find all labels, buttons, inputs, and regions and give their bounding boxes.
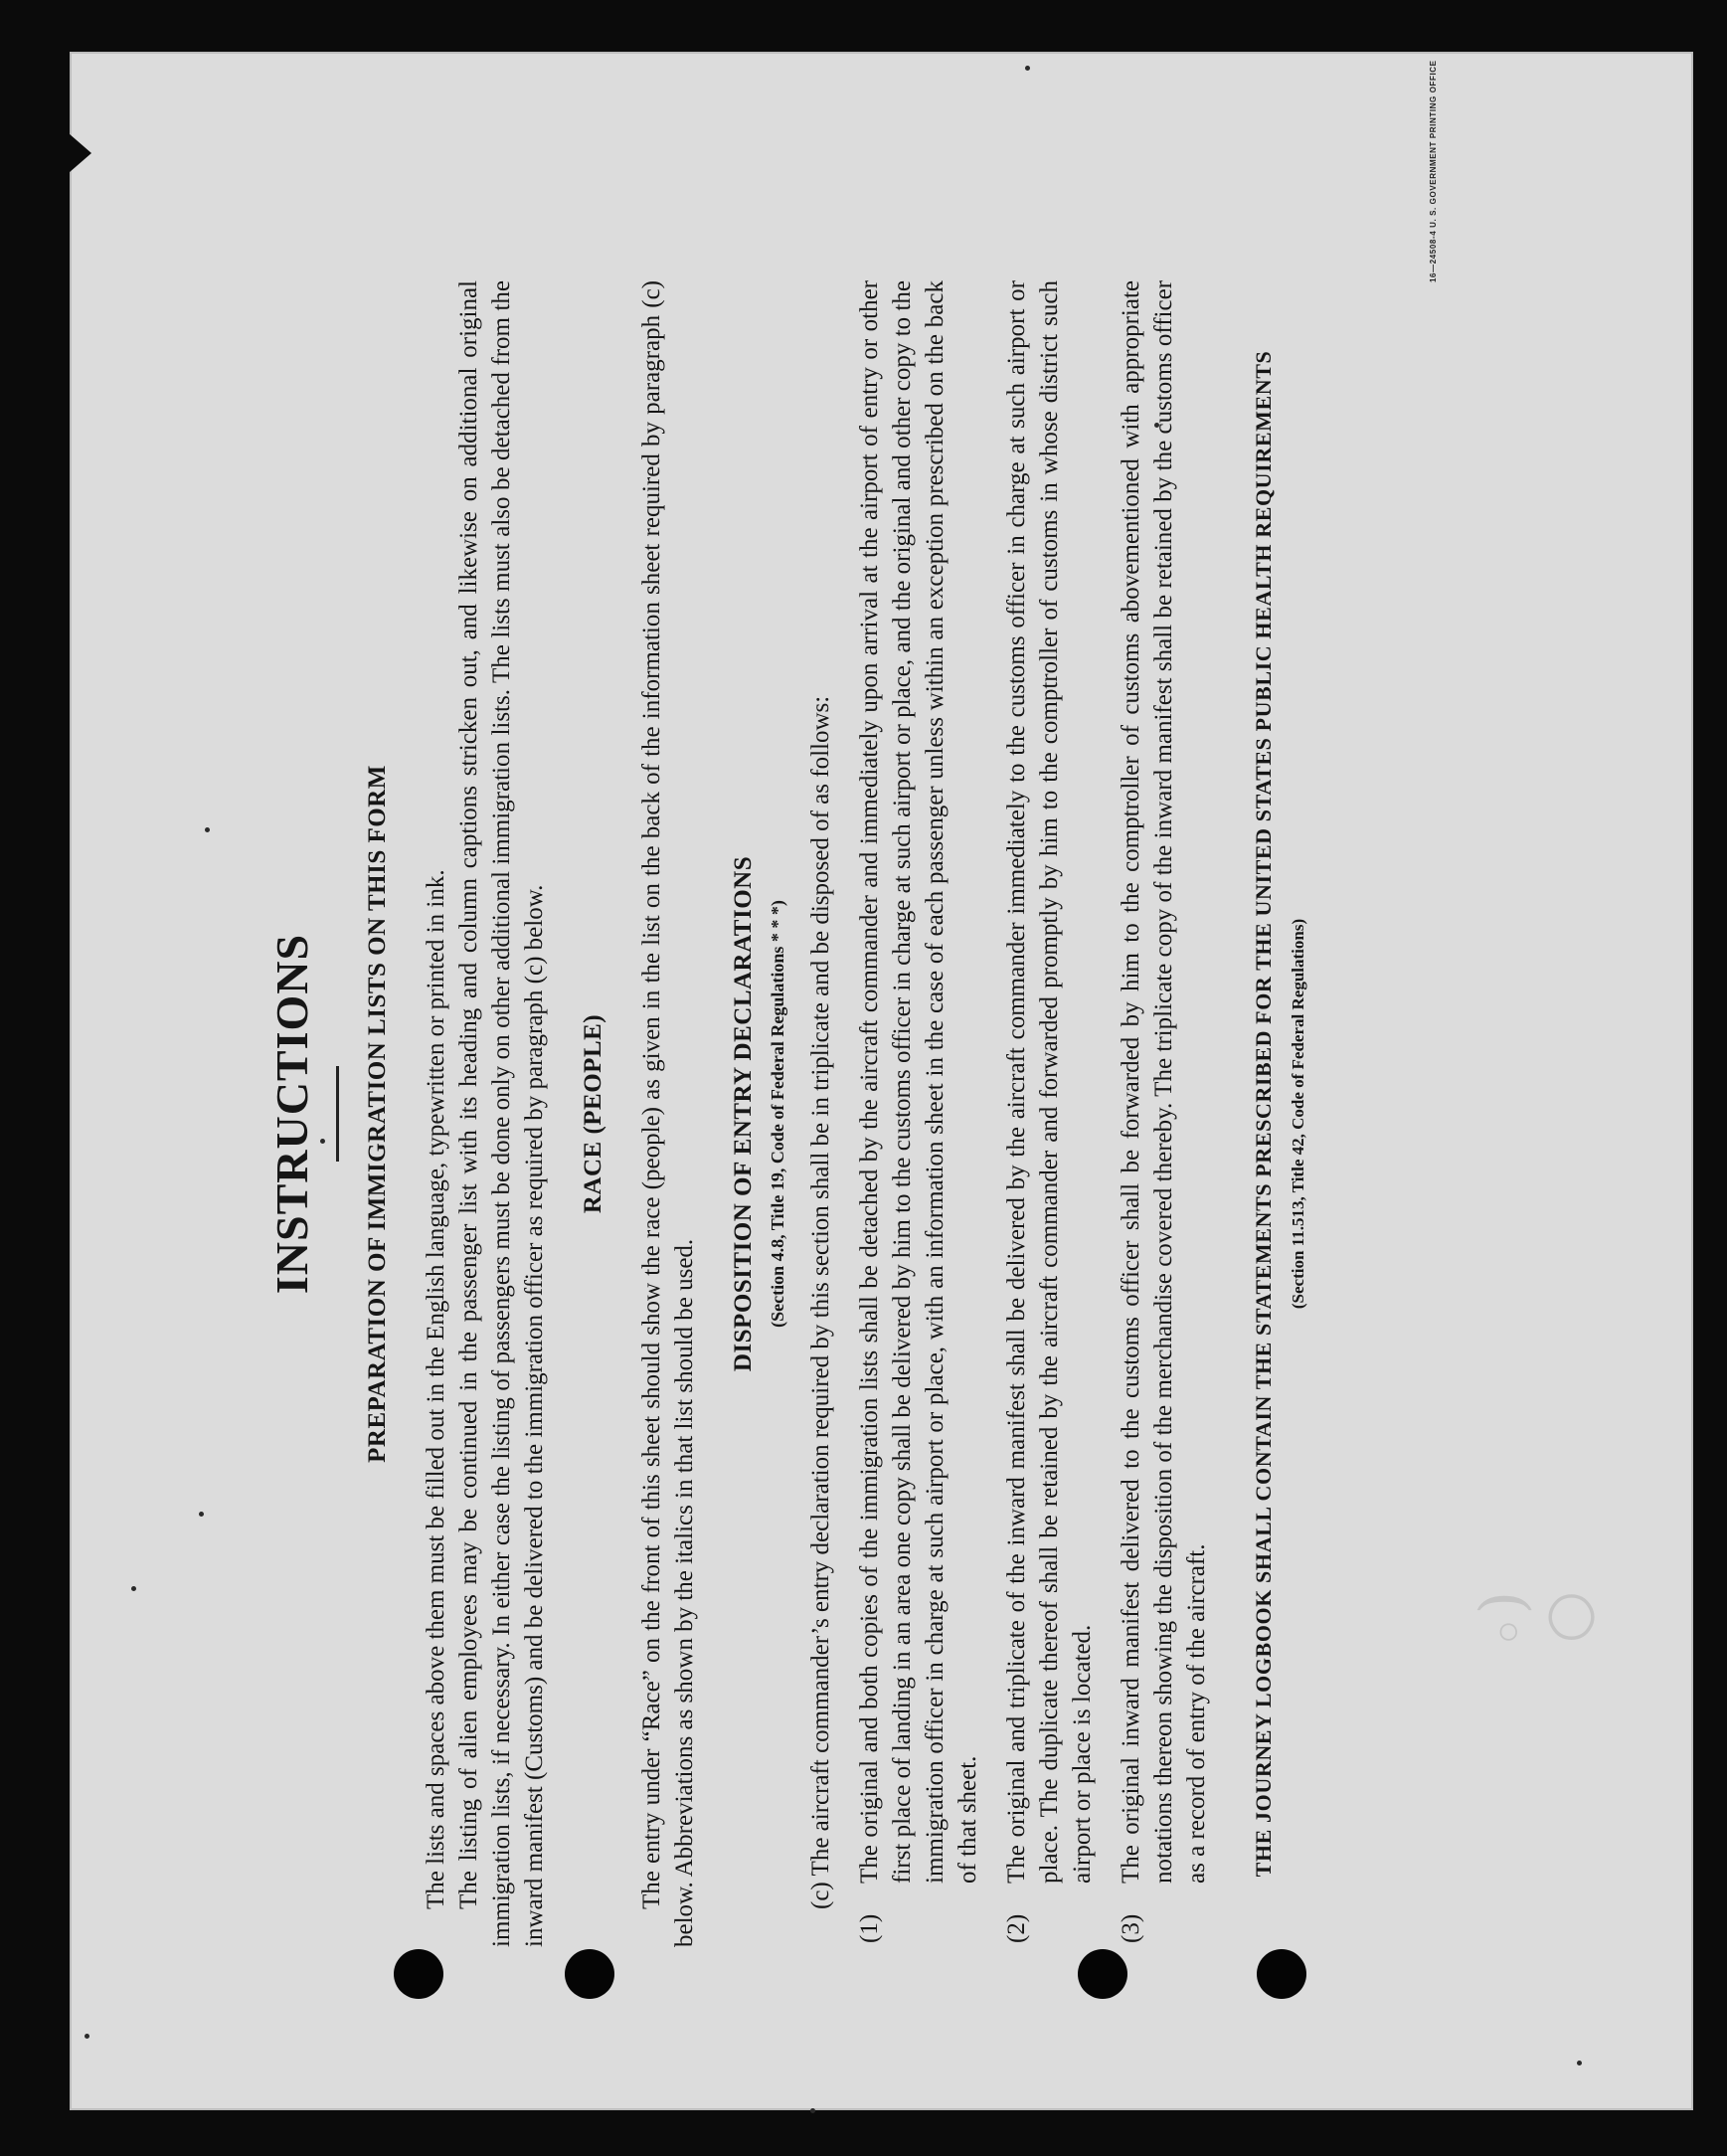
preparation-paragraph-2: The listing of alien employees may be continued in the passenger list with its heading and column captions stricken out, and likewise on additional original immigration lists, if necessary. In either case the listing of passengers must be done only on other additional immigration lists. The lists must also be detached from the inward manifest (Customs) and be delivered to the immigration officer as required by paragraph (c) below. [455,280,548,1947]
punch-hole [394,1949,443,1999]
scan-speck [131,1586,136,1591]
scan-speck [1577,2061,1582,2066]
health-requirements-statement: THE JOURNEY LOGBOOK SHALL CONTAIN THE STATEMENTS PRESCRIBED FOR THE UNITED STATES PUBLIC HEALTH REQUIREMENTS [1251,350,1276,1878]
disposition-item-text: The original and triplicate of the inward manifest shall be delivered by the aircraft commander immediately to the customs officer in charge at such airport or place. The duplicate thereof shall be retained by the aircraft commander and forwarded promptly by him to the comptroller of customs in whose district such airport or place is located. [1003,280,1096,1884]
disposition-item [1115,280,1213,1947]
scan-speck [810,2108,815,2113]
disposition-item-number: (3) [1118,1913,1144,1943]
scan-speck [85,2034,89,2039]
punch-hole [565,1949,614,1999]
disposition-item-text: The original inward manifest delivered to the customs officer shall be forwarded by him to the comptroller of customs abovementioned with appropriate notations thereon showing the disposition of the merchandise covered thereby. The triplicate copy of the inward manifest shall be retained by the customs officer as a record of entry of the aircraft. [1118,280,1210,1884]
disposition-item-text: The original and both copies of the immigration lists shall be detached by the aircraft commander and immediately upon arrival at the airport of entry or other first place of landing in an area one copy shall be delivered by him to the customs officer in charge at such airport or place, and the original and other copy to the immigration officer in charge at such airport or place, with an information sheet in the case of each passenger unless within an exception prescribed on the back of that sheet. [856,280,981,1884]
scan-speck [199,1512,204,1517]
disposition-reference: (Section 4.8, Title 19, Code of Federal Regulations * * *) [768,900,787,1328]
disposition-item-number: (2) [1003,1913,1030,1943]
page-tear [62,127,91,179]
race-heading: RACE (PEOPLE) [580,1013,606,1214]
preparation-paragraph-1: The lists and spaces above them must be filled out in the English language, typewritten or printed in ink. [423,869,449,1909]
preparation-heading: PREPARATION OF IMMIGRATION LISTS ON THIS FORM [364,765,391,1463]
race-paragraph: The entry under “Race” on the front of this sheet should show the race (people) as given in the list on the back of the information sheet required by paragraph (c) below. Abbreviations as shown by the italics in that list should be used. [638,280,698,1947]
punch-hole [1078,1949,1127,1999]
page-title: INSTRUCTIONS [266,933,317,1295]
disposition-item [853,280,984,1947]
title-rule [336,1066,339,1162]
punch-hole [1257,1949,1306,1999]
faint-stamp-mark: ○ (◦ [1471,1591,1611,1650]
scan-speck [205,827,210,832]
instructions-content [264,280,1428,1947]
disposition-heading: DISPOSITION OF ENTRY DECLARATIONS [730,855,757,1372]
scan-speck [1025,66,1030,71]
disposition-intro: (c) The aircraft commander’s entry declaration required by this section shall be in triplicate and be disposed of as follows: [807,695,834,1909]
disposition-item-number: (1) [856,1913,883,1943]
disposition-item [1000,280,1099,1947]
printer-imprint: 16—24508-4 U. S. GOVERNMENT PRINTING OFFICE [1429,60,1438,282]
health-requirements-reference: (Section 11.513, Title 42, Code of Federal Regulations) [1289,918,1307,1310]
